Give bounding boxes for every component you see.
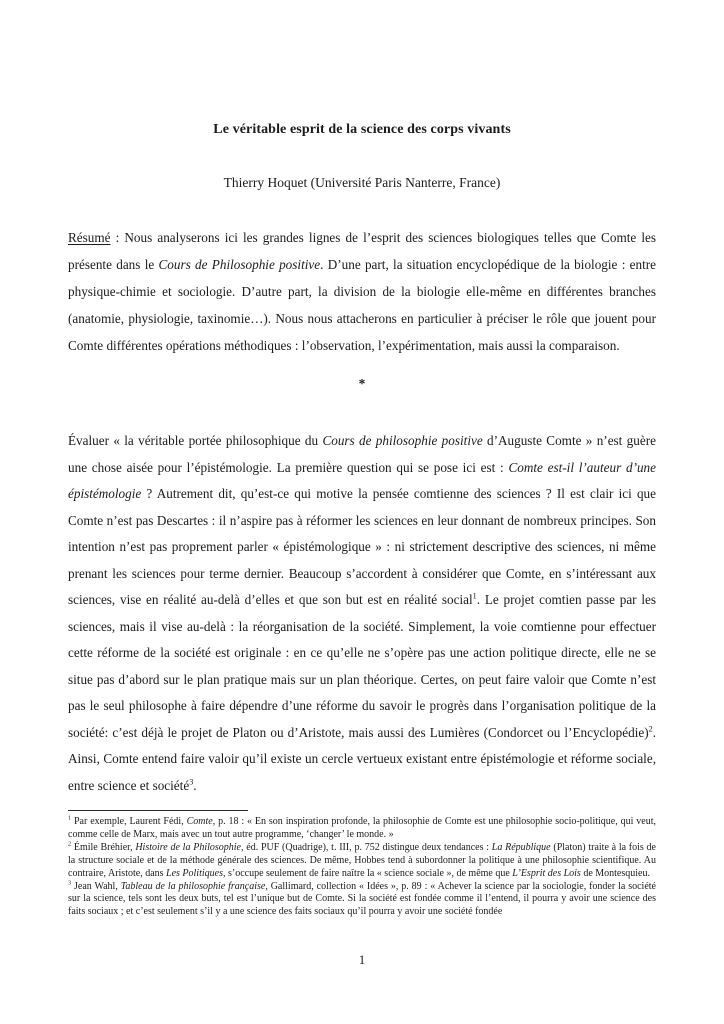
- text-run: Comte: [186, 816, 213, 827]
- text-run: .: [193, 777, 197, 793]
- text-run: , p. 18 : « En son inspiration profonde, la philosophie de Comte est une philosophie socio-politique, qui veut, comme celle de Marx, mais avec un tout autre programme, ‘changer’ le monde. »: [68, 816, 656, 840]
- text-run: , s’occupe seulement de faire naître la « science sociale », de même que: [222, 867, 513, 879]
- footnote-2: [68, 842, 656, 881]
- text-run: Comte est-il l’auteur d’une épistémologie: [68, 459, 657, 501]
- text-run: Jean Wahl,: [71, 880, 121, 892]
- footnote-separator: [68, 810, 248, 811]
- text-run: de Montesquieu.: [580, 867, 650, 879]
- footnote-ref: 2: [648, 724, 653, 734]
- text-run: (Platon) traite à la fois de la structure sociale et de la méthode générale des sciences. De même, Hobbes tend à subordonner la politique à une philosophie scientifique. Au contraire, Aristote, dans: [68, 841, 656, 879]
- body-paragraph: [68, 428, 656, 799]
- text-run: Cours de Philosophie positive: [158, 257, 321, 272]
- abstract-paragraph: [68, 224, 656, 359]
- page-number: 1: [358, 952, 366, 967]
- footnote-ref: 1: [68, 814, 72, 822]
- text-run: Émile Bréhier,: [71, 841, 136, 853]
- text-run: Histoire de la Philosophie: [135, 841, 241, 853]
- text-run: . D’une part, la situation encyclopédique de la biologie : entre physique-chimie et sociologie. D’autre part, la division de la biologie elle-même en différentes branches (anatomie, physiologie, taxinomie…). Nous nous attacherons en particulier à préciser le rôle que jouent pour Comte différentes opérations méthodiques : l’observation, l’expérimentation, mais aussi la comparaison.: [68, 257, 657, 353]
- text-run: Tableau de la philosophie française: [120, 880, 266, 892]
- text-run: d’Auguste Comte » n’est guère une chose aisée pour l’épistémologie. La première question qui se pose ici est :: [68, 433, 656, 475]
- document-title: Le véritable esprit de la science des corps vivants: [213, 122, 511, 137]
- text-run: Cours de philosophie positive: [322, 433, 483, 448]
- text-run: ? Autrement dit, qu’est-ce qui motive la pensée comtienne des sciences ? Il est clair ici que Comte n’est pas Descartes : il n’aspire pas à réformer les sciences en leur donnant de nombreux principes. Son intention n’est pas proprement parler « épistémologique » : ni strictement descriptive des sciences, ni même prenant les sciences pour terme dernier. Beaucoup s’accordent à considérer que Comte, en s’intéressant aux sciences, vise en réalité au-delà d’elles et que son but est en réalité social: [68, 486, 656, 607]
- section-break-asterisk: *: [358, 376, 366, 391]
- footnote-ref: 1: [472, 591, 477, 601]
- text-run: . Le projet comtien passe par les sciences, mais il vise au-delà : la réorganisation de la société. Simplement, la voie comtienne pour effectuer cette réforme de la société est originale : en ce qu’elle ne s’opère pas une action politique directe, elle ne se situe pas d’abord sur le plan pratique mais sur un plan théorique. Certes, on peut faire valoir que Comte n’est pas le seul philosophe à faire dépendre d’une réforme du savoir le progrès dans l’organisation politique de la société: c’est déjà le projet de Platon ou d’Aristote, mais aussi des Lumières (Condorcet ou l’Encyclopédie): [68, 592, 656, 740]
- text-run: Les Politiques: [166, 867, 223, 879]
- footnote-ref: 2: [68, 840, 72, 848]
- footnote-ref: 3: [189, 777, 194, 787]
- text-run: Résumé: [68, 230, 111, 245]
- footnote-3: [68, 881, 656, 920]
- text-run: . Ainsi, Comte entend faire valoir qu’il existe un cercle vertueux existant entre épistémologie et réforme sociale, entre science et société: [68, 724, 656, 793]
- text-run: La République: [491, 841, 551, 853]
- text-run: Par exemple, Laurent Fédi,: [71, 816, 187, 827]
- footnotes: [68, 816, 656, 919]
- author-line: Thierry Hoquet (Université Paris Nanterre, France): [223, 175, 501, 190]
- text-run: : Nous analyserons ici les grandes lignes de l’esprit des sciences biologiques telles que Comte les présente dans le: [68, 230, 656, 272]
- text-run: , éd. PUF (Quadrige), t. III, p. 752 distingue deux tendances :: [241, 841, 492, 853]
- text-run: L’Esprit des Lois: [512, 867, 581, 879]
- text-run: , Gallimard, collection « Idées », p. 89 : « Achever la science par la sociologie, fonder la société sur la science, tels sont les deux buts, tel est l’unique but de Comte. Si la société est fondée comme il l’entend, il pourra y avoir une science des faits sociaux ; et c’est seulement s’il y a une science des faits sociaux qu’il pourra y avoir une société fondée: [68, 880, 656, 918]
- footnote-1: [68, 816, 656, 842]
- text-run: Évaluer « la véritable portée philosophique du: [68, 433, 323, 448]
- footnote-ref: 3: [68, 879, 72, 887]
